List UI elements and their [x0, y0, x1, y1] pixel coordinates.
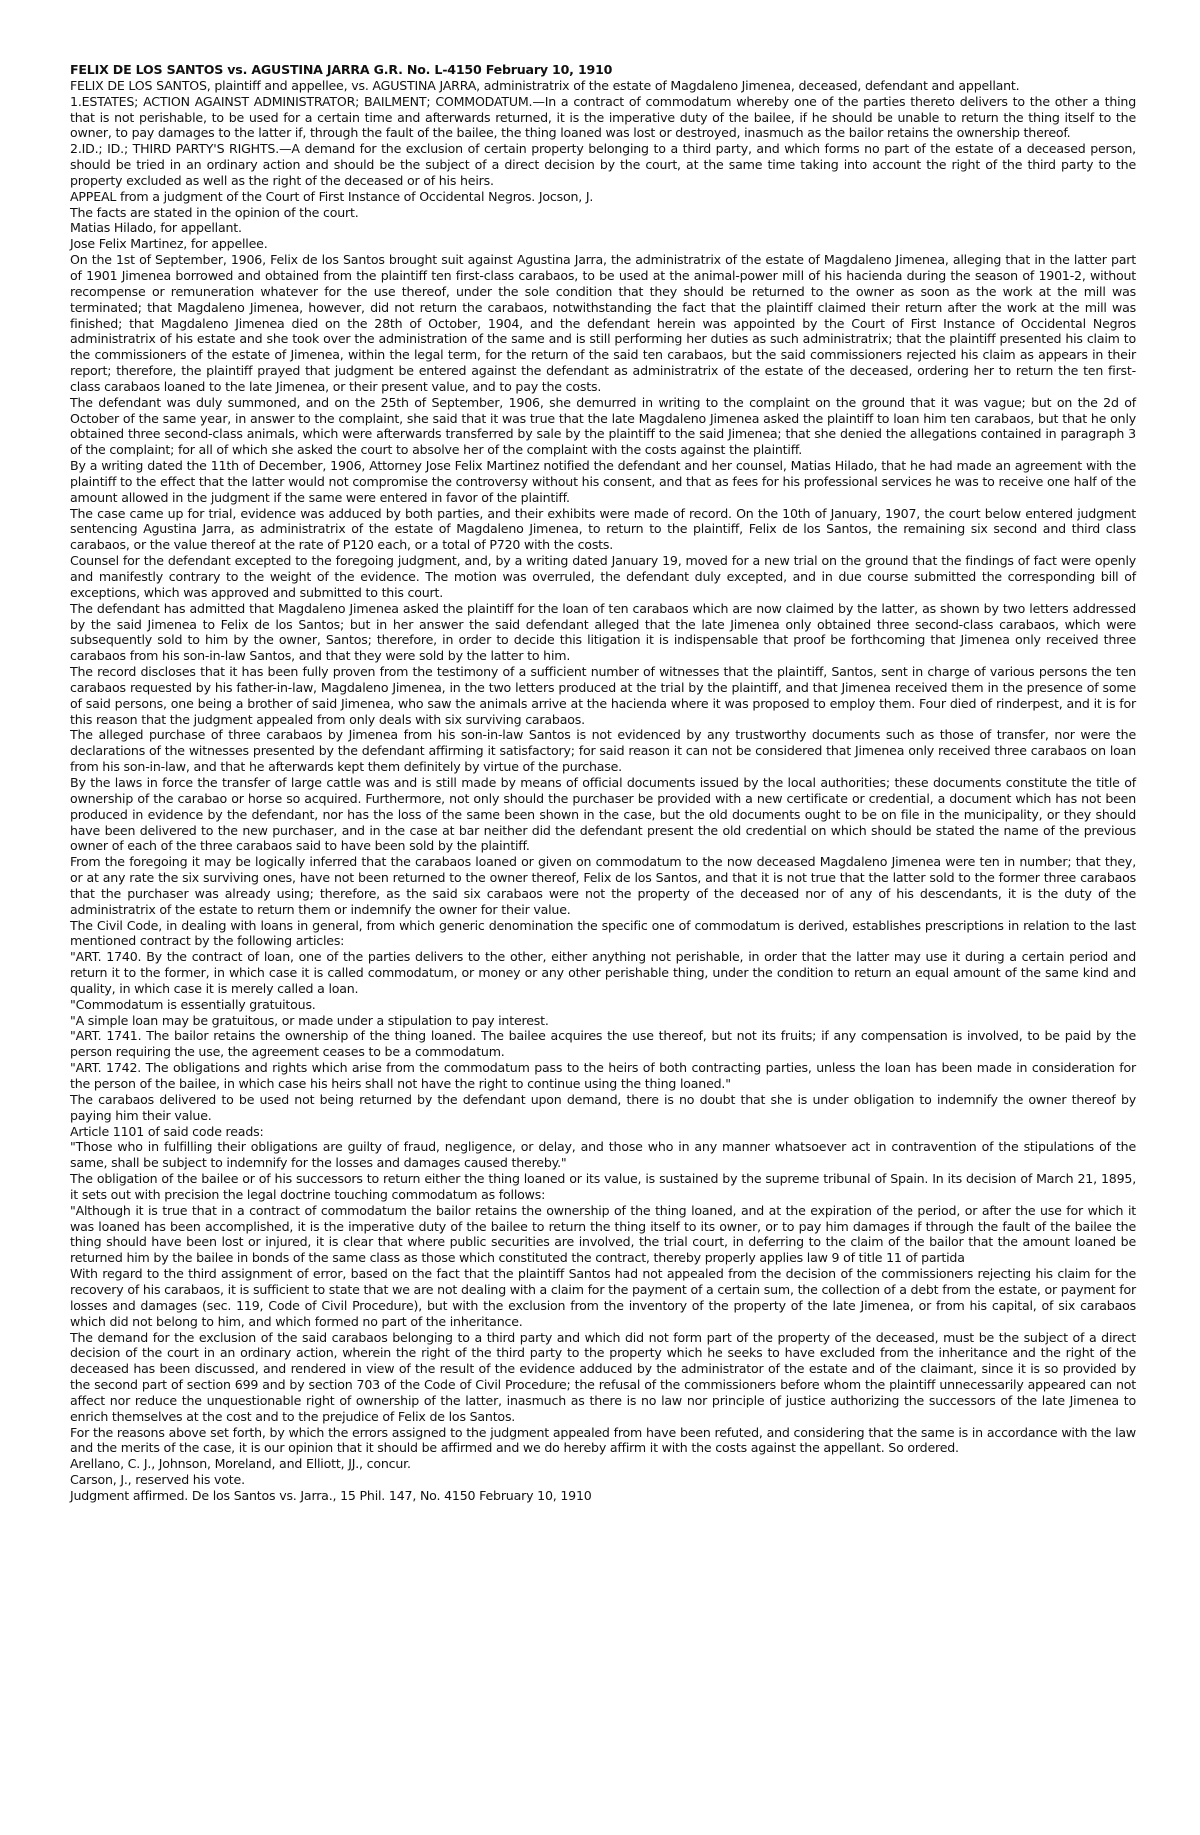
paragraph: The carabaos delivered to be used not being returned by the defendant upon demand, there is no doubt that she is under obligation to indemnify the owner thereof by paying him their value. [70, 1091, 1136, 1123]
paragraph: Counsel for the defendant excepted to the foregoing judgment, and, by a writing dated January 19, moved for a new trial on the ground that the findings of fact were openly and manifestly contrary to the weight of the evidence. The motion was overruled, the defendant duly excepted, and in due course submitted the corresponding bill of exceptions, which was approved and submitted to this court. [70, 553, 1136, 600]
document-page [70, 62, 1136, 1504]
paragraph: "ART. 1740. By the contract of loan, one of the parties delivers to the other, either anything not perishable, in order that the latter may use it during a certain period and return it to the former, in which case it is called commodatum, or money or any other perishable thing, under the condition to return an equal amount of the same kind and quality, in which case it is merely called a loan. [70, 949, 1136, 996]
paragraph: By a writing dated the 11th of December, 1906, Attorney Jose Felix Martinez notified the defendant and her counsel, Matias Hilado, that he had made an agreement with the plaintiff to the effect that the latter would not compromise the controversy without his consent, and that as fees for his professional services he was to receive one half of the amount allowed in the judgment if the same were entered in favor of the plaintiff. [70, 458, 1136, 505]
paragraph: From the foregoing it may be logically inferred that the carabaos loaned or given on commodatum to the now deceased Magdaleno Jimenea were ten in number; that they, or at any rate the six surviving ones, have not been returned to the owner thereof, Felix de los Santos, and that it is not true that the latter sold to the former three carabaos that the purchaser was already using; therefore, as the said six carabaos were not the property of the deceased nor of any of his descendants, it is the duty of the administratrix of the estate to return them or indemnify the owner for their value. [70, 854, 1136, 917]
paragraph: "Those who in fulfilling their obligations are guilty of fraud, negligence, or delay, and those who in any manner whatsoever act in contravention of the stipulations of the same, shall be subject to indemnify for the losses and damages caused thereby." [70, 1139, 1136, 1171]
paragraph: Jose Felix Martinez, for appellee. [70, 236, 268, 252]
paragraph: Judgment affirmed. De los Santos vs. Jarra., 15 Phil. 147, No. 4150 February 10, 1910 [70, 1487, 592, 1503]
paragraph: 1.ESTATES; ACTION AGAINST ADMINISTRATOR; BAILMENT; COMMODATUM.—In a contract of commodatum whereby one of the parties thereto delivers to the other a thing that is not perishable, to be used for a certain time and afterwards returned, it is the imperative duty of the bailee, if he should be unable to return the thing itself to the owner, to pay damages to the latter if, through the fault of the bailee, the thing loaned was lost or destroyed, inasmuch as the bailor retains the ownership thereof. [70, 93, 1136, 141]
paragraph: The alleged purchase of three carabaos by Jimenea from his son-in-law Santos is not evidenced by any trustworthy documents such as those of transfer, nor were the declarations of the witnesses presented by the defendant affirming it satisfactory; for said reason it can not be considered that Jimenea only received three carabaos on loan from his son-in-law, and that he afterwards kept them definitely by virtue of the purchase. [70, 727, 1136, 775]
paragraph: "Commodatum is essentially gratuitous. [70, 996, 316, 1012]
paragraph: The defendant has admitted that Magdaleno Jimenea asked the plaintiff for the loan of ten carabaos which are now claimed by the latter, as shown by two letters addressed by the said Jimenea to Felix de los Santos; but in her answer the said defendant alleged that the late Jimenea only obtained three second-class carabaos, which were subsequently sold to him by the owner, Santos; therefore, in order to decide this litigation it is indispensable that proof be forthcoming that Jimenea only received three carabaos from his son-in-law Santos, and that they were sold by the latter to him. [70, 600, 1136, 664]
paragraph: "ART. 1742. The obligations and rights which arise from the commodatum pass to the heirs of both contracting parties, unless the loan has been made in consideration for the person of the bailee, in which case his heirs shall not have the right to continue using the thing loaned." [70, 1060, 1136, 1091]
paragraph: The Civil Code, in dealing with loans in general, from which generic denomination the specific one of commodatum is derived, establishes prescriptions in relation to the last mentioned contract by the following articles: [70, 917, 1136, 949]
paragraph: "A simple loan may be gratuitous, or made under a stipulation to pay interest. [70, 1012, 549, 1028]
paragraph: Carson, J., reserved his vote. [70, 1472, 245, 1488]
document-title: FELIX DE LOS SANTOS vs. AGUSTINA JARRA G.R. No. L-4150 February 10, 1910 [70, 62, 613, 77]
paragraph: The record discloses that it has been fully proven from the testimony of a sufficient number of witnesses that the plaintiff, Santos, sent in charge of various persons the ten carabaos requested by his father-in-law, Magdaleno Jimenea, in the two letters produced at the trial by the plaintiff, and that Jimenea received them in the presence of some of said persons, one being a brother of said Jimenea, who saw the animals arrive at the hacienda where it was proposed to employ them. Four died of rinderpest, and it is for this reason that the judgment appealed from only deals with six surviving carabaos. [70, 664, 1136, 727]
document-body [70, 78, 1136, 1504]
paragraph: "Although it is true that in a contract of commodatum the bailor retains the ownership of the thing loaned, and at the expiration of the period, or after the use for which it was loaned has been accomplished, it is the imperative duty of the bailee to return the thing itself to its owner, or to pay him damages if through the fault of the bailee the thing should have been lost or injured, it is clear that where public securities are involved, the trial court, in deferring to the claim of the bailor that the amount loaned be returned him by the bailee in bonds of the same class as those which constituted the contract, thereby properly applies law 9 of title 11 of partida [70, 1202, 1136, 1266]
paragraph: 2.ID.; ID.; THIRD PARTY'S RIGHTS.—A demand for the exclusion of certain property belonging to a third party, and which forms no part of the estate of a deceased person, should be tried in an ordinary action and should be the subject of a direct decision by the court, at the same time taking into account the right of the third party to the property excluded as well as the right of the deceased or of his heirs. [70, 141, 1136, 188]
paragraph: By the laws in force the transfer of large cattle was and is still made by means of official documents issued by the local authorities; these documents constitute the title of ownership of the carabao or horse so acquired. Furthermore, not only should the purchaser be provided with a new certificate or credential, a document which has not been produced in evidence by the defendant, nor has the loss of the same been shown in the case, but the old documents ought to be on file in the municipality, or they should have been delivered to the new purchaser, and in the case at bar neither did the defendant present the old credential on which should be stated the name of the previous owner of each of the three carabaos said to have been sold by the plaintiff. [70, 774, 1136, 854]
paragraph: Arellano, C. J., Johnson, Moreland, and Elliott, JJ., concur. [70, 1456, 411, 1472]
paragraph: The demand for the exclusion of the said carabaos belonging to a third party and which did not form part of the property of the deceased, must be the subject of a direct decision of the court in an ordinary action, wherein the right of the third party to the property which he seeks to have excluded from the inheritance and the right of the deceased has been discussed, and rendered in view of the result of the evidence adduced by the administrator of the estate and of the claimant, since it is so provided by the second part of section 699 and by section 703 of the Code of Civil Procedure; the refusal of the commissioners before whom the plaintiff unnecessarily appeared can not affect nor reduce the unquestionable right of ownership of the latter, inasmuch as there is no law nor principle of justice authorizing the successors of the late Jimenea to enrich themselves at the cost and to the prejudice of Felix de los Santos. [70, 1329, 1136, 1424]
paragraph: FELIX DE LOS SANTOS, plaintiff and appellee, vs. AGUSTINA JARRA, administratrix of the estate of Magdaleno Jimenea, deceased, defendant and appellant. [70, 77, 1020, 93]
paragraph: Matias Hilado, for appellant. [70, 220, 242, 236]
paragraph: APPEAL from a judgment of the Court of First Instance of Occidental Negros. Jocson, J. [70, 188, 594, 204]
paragraph: Article 1101 of said code reads: [70, 1123, 264, 1139]
paragraph: With regard to the third assignment of error, based on the fact that the plaintiff Santos had not appealed from the decision of the commissioners rejecting his claim for the recovery of his carabaos, it is sufficient to state that we are not dealing with a claim for the payment of a certain sum, the collection of a debt from the estate, or payment for losses and damages (sec. 119, Code of Civil Procedure), but with the exclusion from the inventory of the property of the late Jimenea, or from his capital, of six carabaos which did not belong to him, and which formed no part of the inheritance. [70, 1266, 1136, 1329]
paragraph: On the 1st of September, 1906, Felix de los Santos brought suit against Agustina Jarra, the administratrix of the estate of Magdaleno Jimenea, alleging that in the latter part of 1901 Jimenea borrowed and obtained from the plaintiff ten first-class carabaos, to be used at the animal-power mill of his hacienda during the season of 1901-2, without recompense or remuneration whatever for the use thereof, under the sole condition that they should be returned to the owner as soon as the work at the mill was terminated; that Magdaleno Jimenea, however, did not return the carabaos, notwithstanding the fact that the plaintiff claimed their return after the work at the mill was finished; that Magdaleno Jimenea died on the 28th of October, 1904, and the defendant herein was appointed by the Court of First Instance of Occidental Negros administratrix of his estate and she took over the administration of the same and is still performing her duties as such administratrix; that the plaintiff presented his claim to the commissioners of the estate of Jimenea, within the legal term, for the return of the said ten carabaos, but the said commissioners rejected his claim as appears in their report; therefore, the plaintiff prayed that judgment be entered against the defendant as administratrix of the estate of the deceased, ordering her to return the ten first-class carabaos loaned to the late Jimenea, or their present value, and to pay the costs. [70, 252, 1136, 394]
paragraph: The defendant was duly summoned, and on the 25th of September, 1906, she demurred in writing to the complaint on the ground that it was vague; but on the 2d of October of the same year, in answer to the complaint, she said that it was true that the late Magdaleno Jimenea asked the plaintiff to loan him ten carabaos, but that he only obtained three second-class animals, which were afterwards transferred by sale by the plaintiff to the said Jimenea; that she denied the allegations contained in paragraph 3 of the complaint; for all of which she asked the court to absolve her of the complaint with the costs against the plaintiff. [70, 394, 1136, 458]
paragraph: For the reasons above set forth, by which the errors assigned to the judgment appealed from have been refuted, and considering that the same is in accordance with the law and the merits of the case, it is our opinion that it should be affirmed and we do hereby affirm it with the costs against the appellant. So ordered. [70, 1424, 1136, 1456]
paragraph: The obligation of the bailee or of his successors to return either the thing loaned or its value, is sustained by the supreme tribunal of Spain. In its decision of March 21, 1895, it sets out with precision the legal doctrine touching commodatum as follows: [70, 1171, 1136, 1202]
paragraph: The facts are stated in the opinion of the court. [70, 204, 359, 220]
paragraph: "ART. 1741. The bailor retains the ownership of the thing loaned. The bailee acquires the use thereof, but not its fruits; if any compensation is involved, to be paid by the person requiring the use, the agreement ceases to be a commodatum. [70, 1028, 1136, 1060]
paragraph: The case came up for trial, evidence was adduced by both parties, and their exhibits were made of record. On the 10th of January, 1907, the court below entered judgment sentencing Agustina Jarra, as administratrix of the estate of Magdaleno Jimenea, to return to the plaintiff, Felix de los Santos, the remaining six second and third class carabaos, or the value thereof at the rate of P120 each, or a total of P720 with the costs. [70, 505, 1136, 553]
